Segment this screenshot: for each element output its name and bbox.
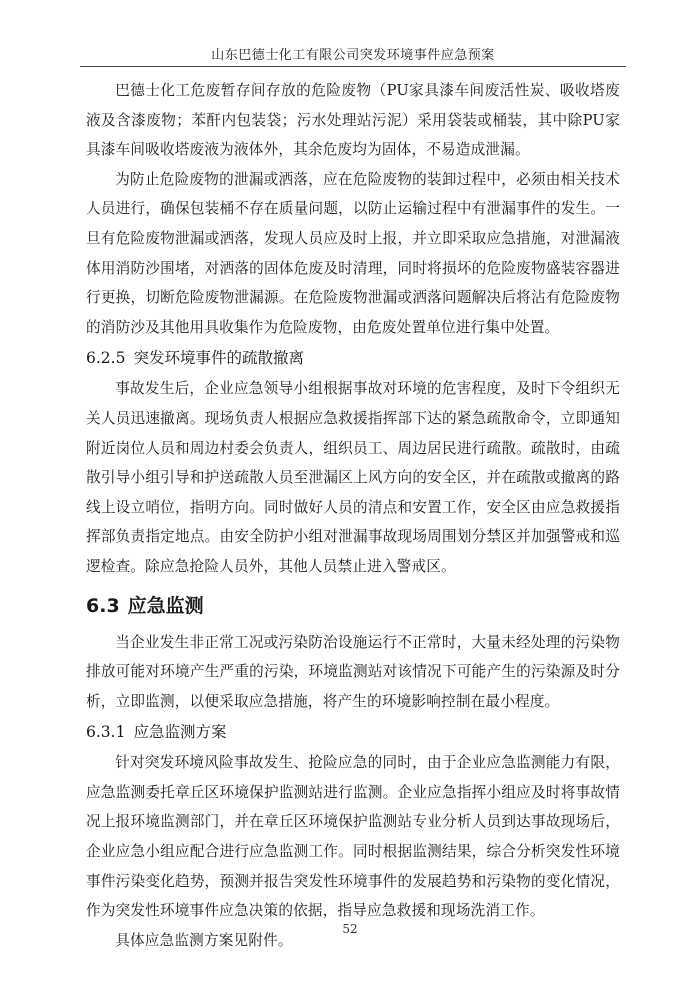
section-number: 6.3 xyxy=(86,594,120,617)
section-title: 应急监测 xyxy=(127,594,204,617)
paragraph-evacuation: 事故发生后，企业应急领导小组根据事故对环境的危害程度，及时下令组织无关人员迅速撤离。现场负责人根据应急救援指挥部下达的紧急疏散命令，立即通知附近岗位人员和周边村委会负责人，组织员工、周边居民进行疏散。疏散时，由疏散引导小组引导和护送疏散人员至泄漏区上风方向的安全区，并在疏散或撤离的路线上设立哨位，指明方向。同时做好人员的清点和安置工作，安全区由应急救援指挥部负责指定地点。由安全防护小组对泄漏事故现场周围划分禁区并加强警戒和巡逻检查。除应急抢险人员外，其他人员禁止进入警戒区。 xyxy=(86,380,620,575)
section-title: 应急监测方案 xyxy=(133,723,227,742)
running-header: 山东巴德士化工有限公司突发环境事件应急预案 xyxy=(211,48,495,63)
paragraph-appendix-reference: 具体应急监测方案见附件。 xyxy=(115,931,293,949)
page-content xyxy=(86,76,620,955)
paragraph-monitoring-plan: 针对突发环境风险事故发生、抢险应急的同时，由于企业应急监测能力有限，应急监测委托章丘区环境保护监测站进行监测。企业应急指挥小组应及时将事故情况上报环境监测部门，并在章丘区环境保护监测站专业分析人员到达事故现场后，企业应急小组应配合进行应急监测工作。同时根据监测结果，综合分析突发性环境事件污染变化趋势，预测并报告突发性环境事件的发展趋势和污染物的变化情况，作为突发性环境事件应急决策的依据，指导应急救援和现场洗消工作。 xyxy=(86,754,620,920)
section-heading-6-3 xyxy=(86,588,620,624)
page-number: 52 xyxy=(342,922,358,936)
paragraph-spill-prevention: 为防止危险废物的泄漏或洒落，应在危险废物的装卸过程中，必须由相关技术人员进行，确保包装桶不存在质量问题，以防止运输过程中有泄漏事件的发生。一旦有危险废物泄漏或洒落，发现人员应及时上报，并立即采取应急措施，对泄漏液体用消防沙围堵，对洒落的固体危废及时清理，同时将损坏的危险废物盛装容器进行更换，切断危险废物泄漏源。在危险废物泄漏或洒落问题解决后将沾有危险废物的消防沙及其他用具收集作为危险废物，由危废处置单位进行集中处置。 xyxy=(86,170,620,336)
paragraph-hazardous-waste-storage: 巴德士化工危废暂存间存放的危险废物（PU家具漆车间废活性炭、吸收塔废液及含漆废物；苯酐内包装袋；污水处理站污泥）采用袋装或桶装，其中除PU家具漆车间吸收塔废液为液体外，其余危废均为固体，不易造成泄漏。 xyxy=(86,82,620,159)
section-number: 6.2.5 xyxy=(86,349,126,368)
section-title: 突发环境事件的疏散撤离 xyxy=(133,349,304,368)
section-heading-6-2-5 xyxy=(86,342,620,374)
section-number: 6.3.1 xyxy=(86,723,126,742)
section-heading-6-3-1 xyxy=(86,716,620,748)
paragraph-emergency-monitoring-intro: 当企业发生非正常工况或污染防治设施运行不正常时，大量未经处理的污染物排放可能对环境产生严重的污染，环境监测站对该情况下可能产生的污染源及时分析，立即监测，以便采取应急措施，将产生的环境影响控制在最小程度。 xyxy=(86,633,620,710)
header-rule xyxy=(80,66,626,67)
